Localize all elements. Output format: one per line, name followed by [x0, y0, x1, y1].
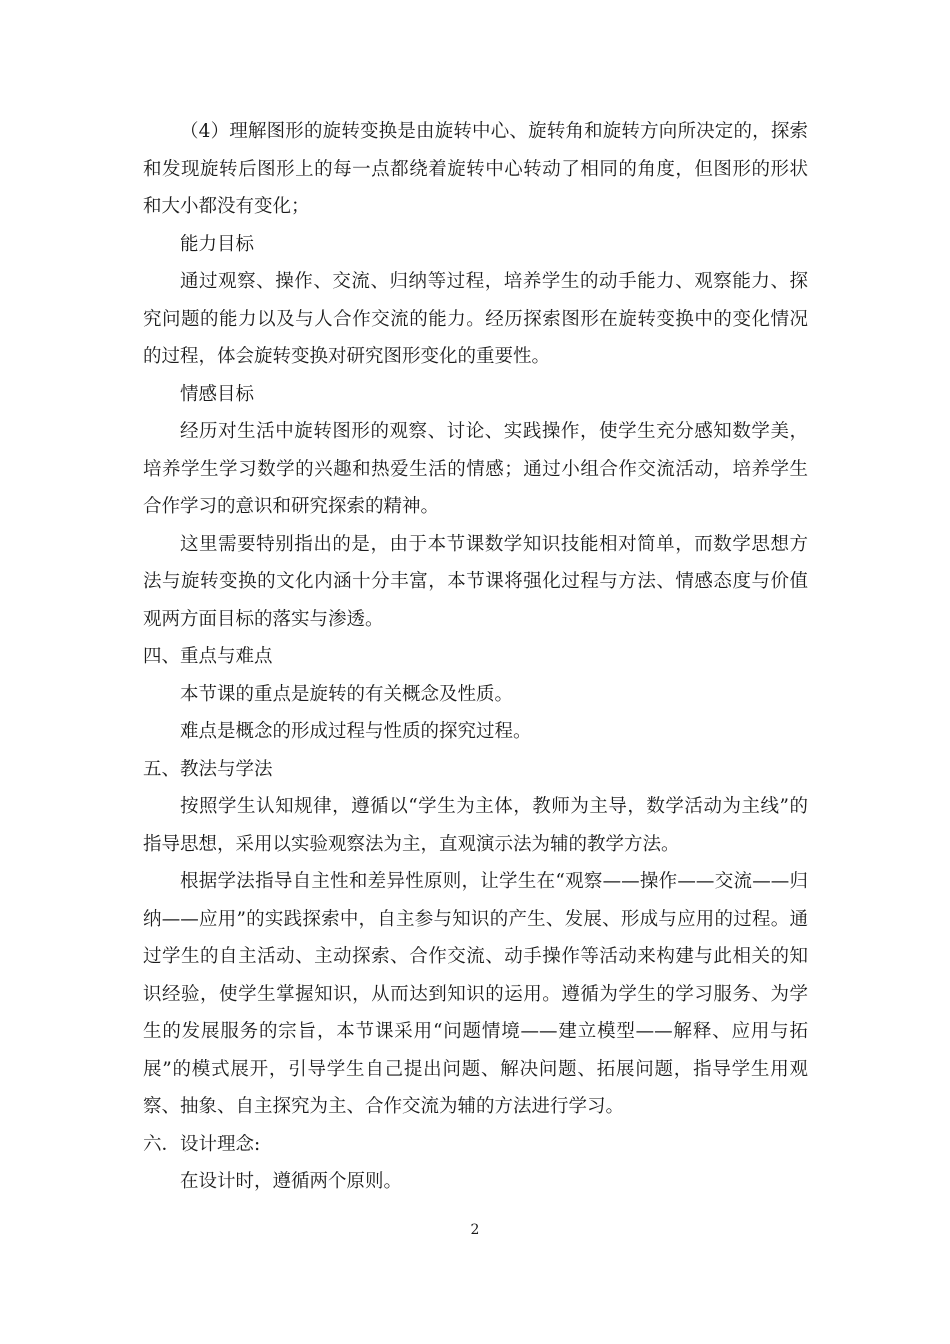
paragraph-goal-4: （4）理解图形的旋转变换是由旋转中心、旋转角和旋转方向所决定的，探索和发现旋转后图形上的每一点都绕着旋转中心转动了相同的角度，但图形的形状和大小都没有变化；: [143, 121, 808, 217]
paragraph-emotion-goal: 经历对生活中旋转图形的观察、讨论、实践操作，使学生充分感知数学美，培养学生学习数学的兴趣和热爱生活的情感；通过小组合作交流活动，培养学生合作学习的意识和研究探索的精神。: [143, 421, 808, 517]
paragraph-learning-method: 根据学法指导自主性和差异性原则，让学生在“观察——操作——交流——归纳——应用”的实践探索中，自主参与知识的产生、发展、形成与应用的过程。通过学生的自主活动、主动探索、合作交流、动手操作等活动来构建与此相关的知识经验，使学生掌握知识，从而达到知识的运用。遵循为学生的学习服务、为学生的发展服务的宗旨，本节课采用“问题情境——建立模型——解释、应用与拓展”的模式展开，引导学生自己提出问题、解决问题、拓展问题，指导学生用观察、抽象、自主探究为主、合作交流为辅的方法进行学习。: [143, 871, 808, 1117]
paragraph-teaching-method: 按照学生认知规律，遵循以“学生为主体，教师为主导，数学活动为主线”的指导思想，采用以实验观察法为主，直观演示法为辅的教学方法。: [143, 796, 808, 855]
heading-emotion-goal: 情感目标: [180, 383, 255, 405]
page-number: 2: [470, 1222, 480, 1238]
document-body: [143, 113, 808, 1201]
heading-ability-goal: 能力目标: [180, 233, 255, 255]
paragraph-note: 这里需要特别指出的是，由于本节课数学知识技能相对简单，而数学思想方法与旋转变换的文化内涵十分丰富，本节课将强化过程与方法、情感态度与价值观两方面目标的落实与渗透。: [143, 533, 808, 630]
heading-section-4: 四、重点与难点: [143, 646, 273, 667]
paragraph-difficulty: 难点是概念的形成过程与性质的探究过程。: [180, 721, 532, 742]
paragraph-ability-goal: 通过观察、操作、交流、归纳等过程，培养学生的动手能力、观察能力、探究问题的能力以及与人合作交流的能力。经历探索图形在旋转变换中的变化情况的过程，体会旋转变换对研究图形变化的重要性。: [143, 271, 808, 367]
heading-section-5: 五、教法与学法: [143, 758, 273, 780]
heading-section-6: 六．设计理念:: [143, 1133, 261, 1155]
paragraph-key-point: 本节课的重点是旋转的有关概念及性质。: [180, 683, 514, 705]
paragraph-design: 在设计时，遵循两个原则。: [180, 1171, 403, 1192]
